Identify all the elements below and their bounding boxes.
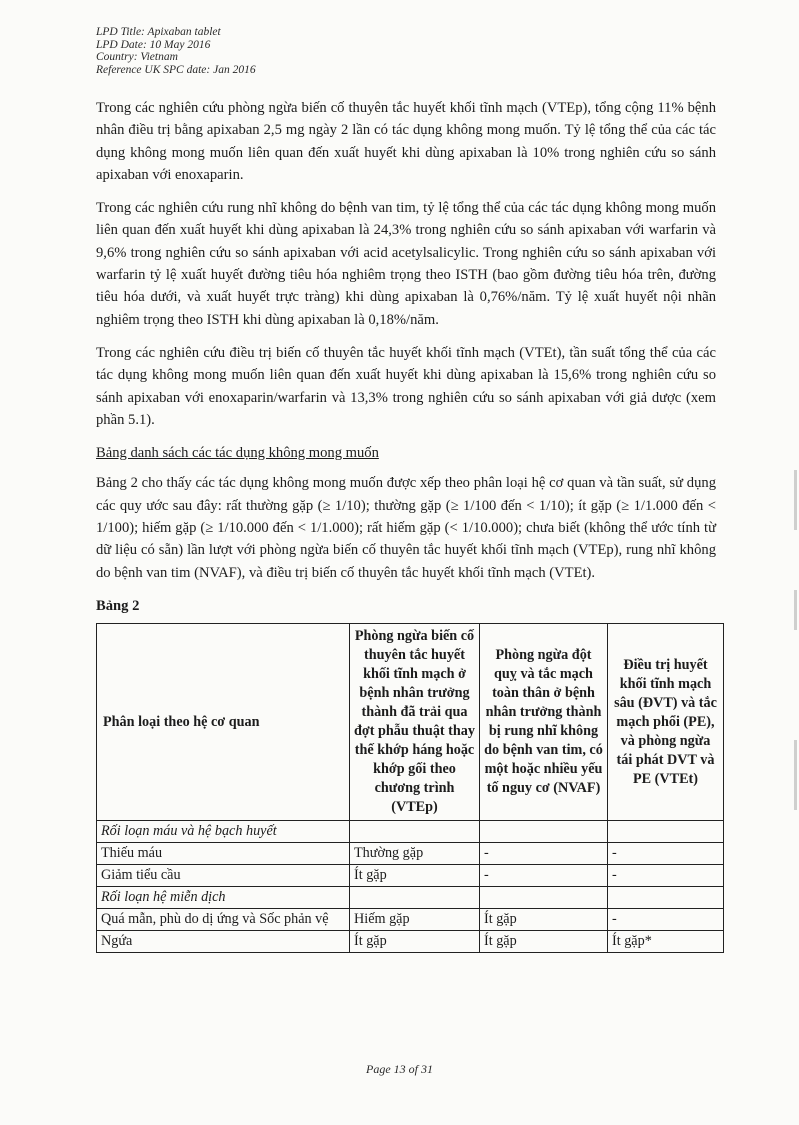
table-header-row [97,624,724,821]
category-label: Rối loạn hệ miễn dịch [97,887,350,909]
table-row [97,931,724,953]
paragraph-vtet: Trong các nghiên cứu điều trị biến cố thuyên tắc huyết khối tĩnh mạch (VTEt), tần suất tổng thể của các tác dụng không mong muốn liên quan đến xuất huyết khi dùng apixaban là 15,6% trong nghiên cứu so sánh apixaban với enoxaparin/warfarin và 13,3% trong nghiên cứu so sánh apixaban với giả dược (xem phần 5.1). [96,344,716,428]
header-nvaf: Phòng ngừa đột quỵ và tắc mạch toàn thân ở bệnh nhân trưởng thành bị rung nhĩ không do bệnh van tim, có một hoặc nhiều yếu tố nguy cơ (NVAF) [480,624,608,821]
organ-term: Thiếu máu [97,843,350,865]
organ-term: Quá mẫn, phù do dị ứng và Sốc phản vệ [97,909,350,931]
freq-vtet: - [608,909,724,931]
freq-nvaf: - [480,865,608,887]
header-vtet: Điều trị huyết khối tĩnh mạch sâu (ĐVT) và tắc mạch phổi (PE), và phòng ngừa tái phát DVT và PE (VTEt) [608,624,724,821]
header-line-reference: Reference UK SPC date: Jan 2016 [96,63,256,76]
section-title: Bảng danh sách các tác dụng không mong muốn [96,445,379,462]
freq-vtep: Ít gặp [350,931,480,953]
freq-vtet: - [608,843,724,865]
header-vtep: Phòng ngừa biến cố thuyên tắc huyết khối tĩnh mạch ở bệnh nhân trưởng thành đã trải qua đợt phẫu thuật thay thế khớp háng hoặc khớp gối theo chương trình (VTEp) [350,624,480,821]
freq-vtep: Thường gặp [350,843,480,865]
organ-term: Giảm tiểu cầu [97,865,350,887]
document-header [96,26,256,76]
header-line-title: LPD Title: Apixaban tablet [96,26,221,38]
organ-term: Ngứa [97,931,350,953]
freq-vtet: Ít gặp* [608,931,724,953]
freq-vtep: Hiếm gặp [350,909,480,931]
scan-artifact [794,470,797,530]
table-row [97,843,724,865]
paragraph-vtep: Trong các nghiên cứu phòng ngừa biến cố thuyên tắc huyết khối tĩnh mạch (VTEp), tổng cộng 11% bệnh nhân điều trị bằng apixaban 2,5 mg ngày 2 lần có tác dụng không mong muốn. Tỷ lệ tổng thể của các tác dụng không mong muốn liên quan đến xuất huyết khi dùng apixaban là 10% trong nghiên cứu so sánh apixaban với enoxaparin. [96,100,716,183]
scan-artifact [794,590,797,630]
scan-artifact [794,740,797,810]
table-row [97,865,724,887]
paragraph-table-intro: Bảng 2 cho thấy các tác dụng không mong muốn được xếp theo phân loại hệ cơ quan và tần suất, sử dụng các quy ước sau đây: rất thường gặp (≥ 1/10); thường gặp (≥ 1/100 đến < 1/10); ít gặp (≥ 1/1.000 đến < 1/100); hiếm gặp (≥ 1/10.000 đến < 1/1.000); rất hiếm gặp (< 1/10.000); chưa biết (không thể ước tính từ dữ liệu có sẵn) lần lượt với phòng ngừa biến cố thuyên tắc huyết khối tĩnh mạch (VTEp), rung nhĩ không do bệnh van tim (NVAF), và điều trị biến cố thuyên tắc huyết khối tĩnh mạch (VTEt). [96,475,716,581]
freq-vtep: Ít gặp [350,865,480,887]
table-category-row [97,887,724,909]
freq-nvaf: Ít gặp [480,931,608,953]
freq-nvaf: Ít gặp [480,909,608,931]
adverse-effects-table [96,623,724,953]
header-line-date: LPD Date: 10 May 2016 [96,38,211,51]
document-body [96,97,716,953]
table-category-row [97,821,724,843]
freq-vtet: - [608,865,724,887]
category-label: Rối loạn máu và hệ bạch huyết [97,821,350,843]
paragraph-nvaf: Trong các nghiên cứu rung nhĩ không do bệnh van tim, tỷ lệ tổng thể của các tác dụng không mong muốn liên quan đến xuất huyết khi dùng apixaban là 24,3% trong nghiên cứu so sánh apixaban với warfarin và 9,6% trong nghiên cứu so sánh apixaban với acid acetylsalicylic. Trong nghiên cứu so sánh apixaban với warfarin tỷ lệ xuất huyết đường tiêu hóa nghiêm trọng theo ISTH (bao gồm đường tiêu hóa trên, đường tiêu hóa dưới, và xuất huyết trực tràng) khi dùng apixaban là 0,76%/năm. Tỷ lệ xuất huyết nội nhãn nghiêm trọng theo ISTH khi dùng apixaban là 0,18%/năm. [96,200,716,328]
table-label: Bảng 2 [96,597,140,614]
header-organ-class: Phân loại theo hệ cơ quan [97,624,350,821]
freq-nvaf: - [480,843,608,865]
table-row [97,909,724,931]
header-line-country: Country: Vietnam [96,51,178,63]
page-number: Page 13 of 31 [366,1062,433,1076]
